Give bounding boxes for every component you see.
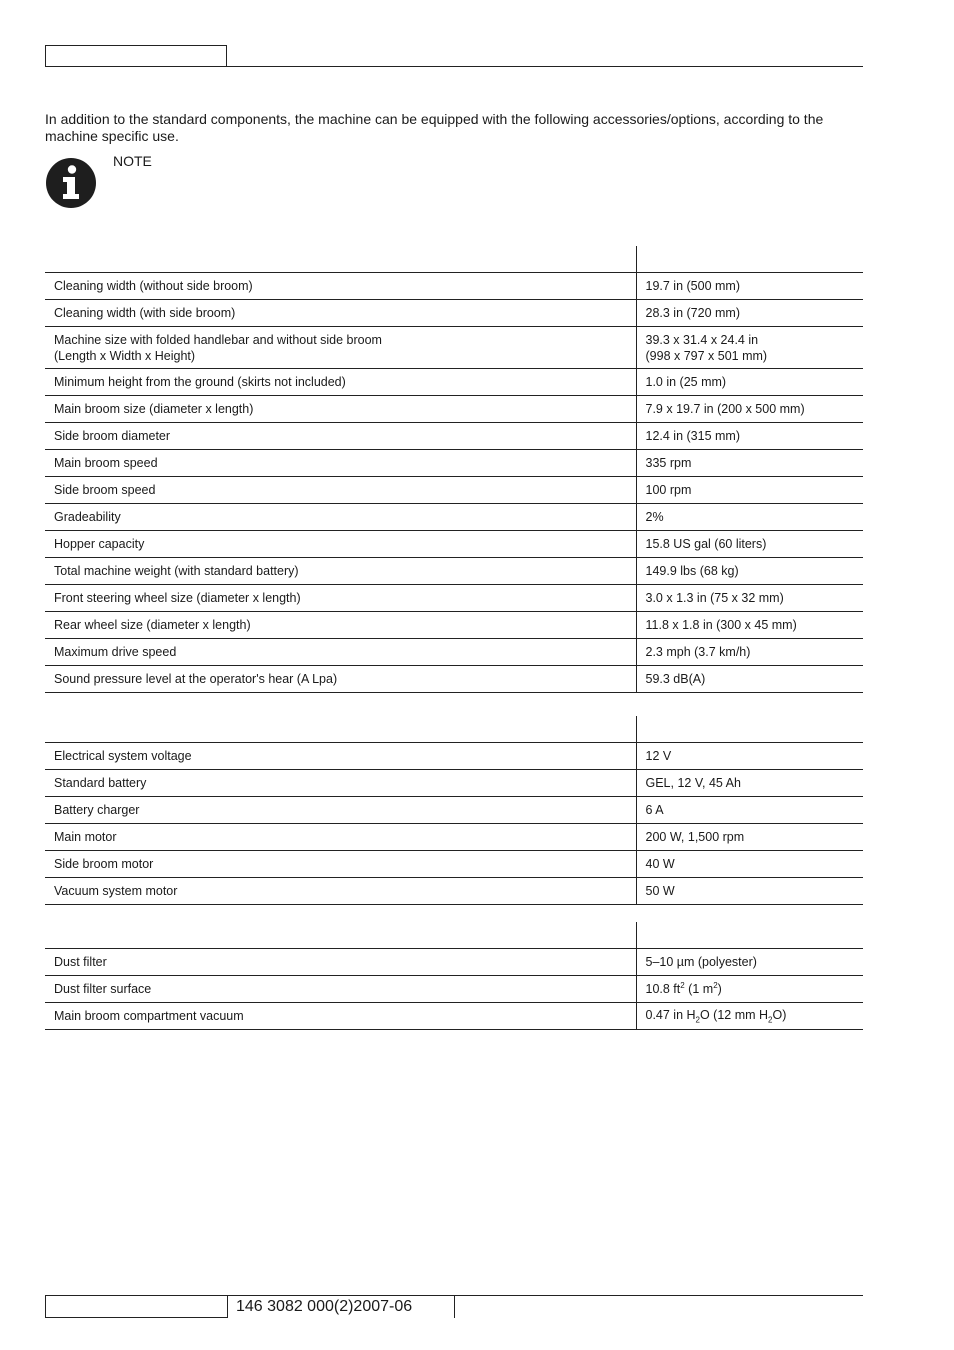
footer-divider bbox=[454, 1295, 455, 1318]
table-row bbox=[45, 558, 863, 585]
table-row bbox=[45, 770, 863, 797]
document-code: 146 3082 000(2)2007-06 bbox=[236, 1298, 413, 1315]
spec-value: 11.8 x 1.8 in (300 x 45 mm) bbox=[636, 612, 863, 639]
spec-value: 3.0 x 1.3 in (75 x 32 mm) bbox=[636, 585, 863, 612]
table-header-row bbox=[45, 716, 863, 743]
general-specs-table bbox=[45, 246, 863, 693]
spec-value: 6 A bbox=[636, 797, 863, 824]
spec-label: Electrical system voltage bbox=[45, 743, 636, 770]
spec-value: 40 W bbox=[636, 851, 863, 878]
table-row bbox=[45, 504, 863, 531]
spec-label: Main broom compartment vacuum bbox=[45, 1003, 636, 1030]
spec-value: 2.3 mph (3.7 km/h) bbox=[636, 639, 863, 666]
spec-value: 5–10 µm (polyester) bbox=[636, 949, 863, 976]
table-row bbox=[45, 797, 863, 824]
spec-label: Vacuum system motor bbox=[45, 878, 636, 905]
header-line bbox=[45, 66, 863, 67]
table-row bbox=[45, 976, 863, 1003]
table-row bbox=[45, 878, 863, 905]
spec-label: Dust filter surface bbox=[45, 976, 636, 1003]
spec-label: Machine size with folded handlebar and without side broom bbox=[54, 332, 382, 347]
spec-label: Side broom speed bbox=[45, 477, 636, 504]
spec-value: 100 rpm bbox=[636, 477, 863, 504]
table-row bbox=[45, 273, 863, 300]
spec-label: Side broom diameter bbox=[45, 423, 636, 450]
spec-label: Hopper capacity bbox=[45, 531, 636, 558]
spec-value: 335 rpm bbox=[636, 450, 863, 477]
spec-label: Rear wheel size (diameter x length) bbox=[45, 612, 636, 639]
footer-line bbox=[228, 1295, 863, 1296]
spec-label: Battery charger bbox=[45, 797, 636, 824]
spec-value: 59.3 dB(A) bbox=[636, 666, 863, 693]
spec-label: Cleaning width (with side broom) bbox=[45, 300, 636, 327]
spec-label: Dust filter bbox=[45, 949, 636, 976]
spec-label: Maximum drive speed bbox=[45, 639, 636, 666]
spec-value: 149.9 lbs (68 kg) bbox=[636, 558, 863, 585]
intro-paragraph: In addition to the standard components, the machine can be equipped with the following accessories/options, according to the machine specific use. bbox=[45, 111, 824, 144]
table-row bbox=[45, 743, 863, 770]
footer-box bbox=[45, 1295, 228, 1318]
table-row bbox=[45, 369, 863, 396]
table-row bbox=[45, 1003, 863, 1030]
table-row bbox=[45, 824, 863, 851]
table-row bbox=[45, 949, 863, 976]
electrical-specs-table bbox=[45, 716, 863, 905]
spec-value: 7.9 x 19.7 in (200 x 500 mm) bbox=[636, 396, 863, 423]
spec-value-line2: (998 x 797 x 501 mm) bbox=[645, 348, 768, 363]
table-header-row bbox=[45, 246, 863, 273]
spec-value: 39.3 x 31.4 x 24.4 in bbox=[645, 332, 759, 347]
spec-label: Front steering wheel size (diameter x length) bbox=[45, 585, 636, 612]
spec-value: GEL, 12 V, 45 Ah bbox=[636, 770, 863, 797]
table-row bbox=[45, 851, 863, 878]
spec-label: Main motor bbox=[45, 824, 636, 851]
spec-value: 12.4 in (315 mm) bbox=[636, 423, 863, 450]
table-row bbox=[45, 423, 863, 450]
table-row bbox=[45, 396, 863, 423]
table-row bbox=[45, 666, 863, 693]
table-header-row bbox=[45, 922, 863, 949]
spec-value: 19.7 in (500 mm) bbox=[636, 273, 863, 300]
spec-label: Sound pressure level at the operator's hear (A Lpa) bbox=[45, 666, 636, 693]
spec-value: 50 W bbox=[636, 878, 863, 905]
spec-value: 28.3 in (720 mm) bbox=[636, 300, 863, 327]
spec-label: Standard battery bbox=[45, 770, 636, 797]
table-row bbox=[45, 612, 863, 639]
spec-value: 200 W, 1,500 rpm bbox=[636, 824, 863, 851]
table-row bbox=[45, 477, 863, 504]
spec-label: Side broom motor bbox=[45, 851, 636, 878]
spec-value: 2% bbox=[636, 504, 863, 531]
table-row bbox=[45, 639, 863, 666]
spec-value: 12 V bbox=[636, 743, 863, 770]
table-row bbox=[45, 327, 863, 369]
spec-value: 10.8 $ft^2$ (1 $m^2$) bbox=[636, 976, 863, 1003]
spec-label: Main broom speed bbox=[45, 450, 636, 477]
header-box bbox=[45, 45, 227, 66]
spec-value: 0.47 in $H_2O$ (12 mm $H_2O$) bbox=[636, 1003, 863, 1030]
table-row bbox=[45, 300, 863, 327]
spec-value: 15.8 US gal (60 liters) bbox=[636, 531, 863, 558]
spec-label: Total machine weight (with standard battery) bbox=[45, 558, 636, 585]
table-row bbox=[45, 531, 863, 558]
note-label: NOTE bbox=[113, 153, 152, 169]
spec-label: Minimum height from the ground (skirts not included) bbox=[45, 369, 636, 396]
spec-label: Gradeability bbox=[45, 504, 636, 531]
spec-value: 1.0 in (25 mm) bbox=[636, 369, 863, 396]
table-row bbox=[45, 585, 863, 612]
spec-label: Main broom size (diameter x length) bbox=[45, 396, 636, 423]
table-row bbox=[45, 450, 863, 477]
spec-label-line2: (Length x Width x Height) bbox=[54, 348, 196, 363]
spec-label: Cleaning width (without side broom) bbox=[45, 273, 636, 300]
info-icon bbox=[45, 157, 97, 209]
filter-specs-table bbox=[45, 922, 863, 1030]
